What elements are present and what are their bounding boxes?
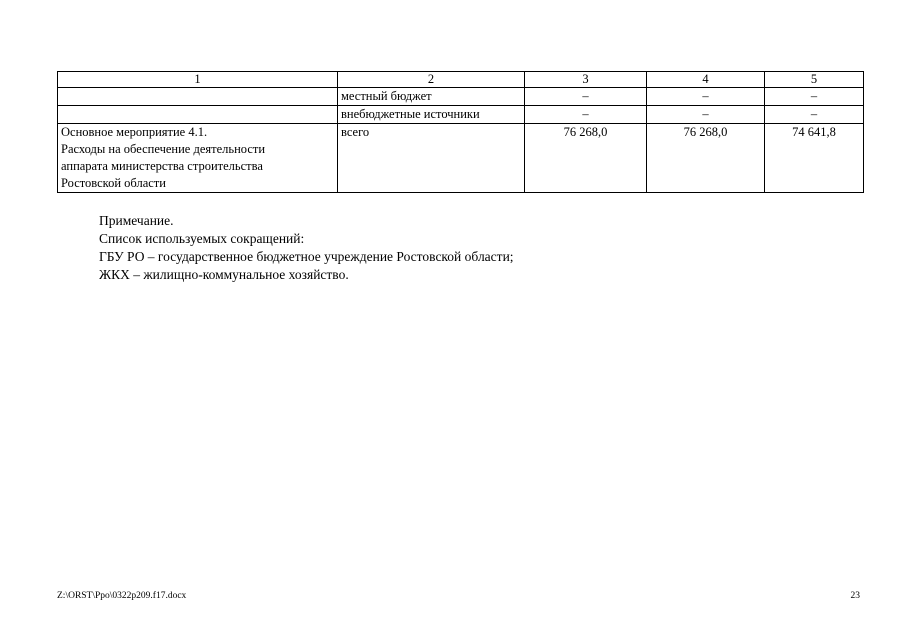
notes-intro: Список используемых сокращений:: [99, 231, 305, 246]
funding-source-cell: местный бюджет: [338, 88, 525, 106]
activity-cell: [58, 124, 338, 193]
value-cell: 74 641,8: [765, 124, 864, 193]
value-cell: –: [765, 106, 864, 124]
abbreviation-item: ЖКХ – жилищно-коммунальное хозяйство.: [99, 267, 349, 282]
table-row: [58, 106, 864, 124]
activity-description-line: аппарата министерства строительства: [61, 159, 263, 173]
activity-title: Основное мероприятие 4.1.: [61, 125, 208, 139]
value-cell: 76 268,0: [525, 124, 647, 193]
header-cell-3: 3: [525, 72, 647, 88]
table-header-row: [58, 72, 864, 88]
header-cell-2: 2: [338, 72, 525, 88]
value-cell: –: [525, 88, 647, 106]
table-row: [58, 88, 864, 106]
page-number: 23: [850, 591, 860, 601]
activity-description-line: Расходы на обеспечение деятельности: [61, 142, 266, 156]
abbreviation-item: ГБУ РО – государственное бюджетное учреждение Ростовской области;: [99, 249, 514, 264]
value-cell: 76 268,0: [647, 124, 765, 193]
table-row: [58, 124, 864, 193]
activity-description-line: Ростовской области: [61, 176, 166, 190]
header-cell-4: 4: [647, 72, 765, 88]
value-cell: –: [765, 88, 864, 106]
notes-section: [99, 212, 514, 284]
value-cell: –: [525, 106, 647, 124]
activity-cell: [58, 106, 338, 124]
funding-source-cell: всего: [338, 124, 525, 193]
value-cell: –: [647, 88, 765, 106]
notes-title: Примечание.: [99, 213, 174, 228]
activity-cell: [58, 88, 338, 106]
budget-table: [57, 71, 864, 193]
footer-file-path: Z:\ORST\Ppo\0322p209.f17.docx: [57, 591, 187, 601]
funding-source-cell: внебюджетные источники: [338, 106, 525, 124]
header-cell-5: 5: [765, 72, 864, 88]
header-cell-1: 1: [58, 72, 338, 88]
value-cell: –: [647, 106, 765, 124]
